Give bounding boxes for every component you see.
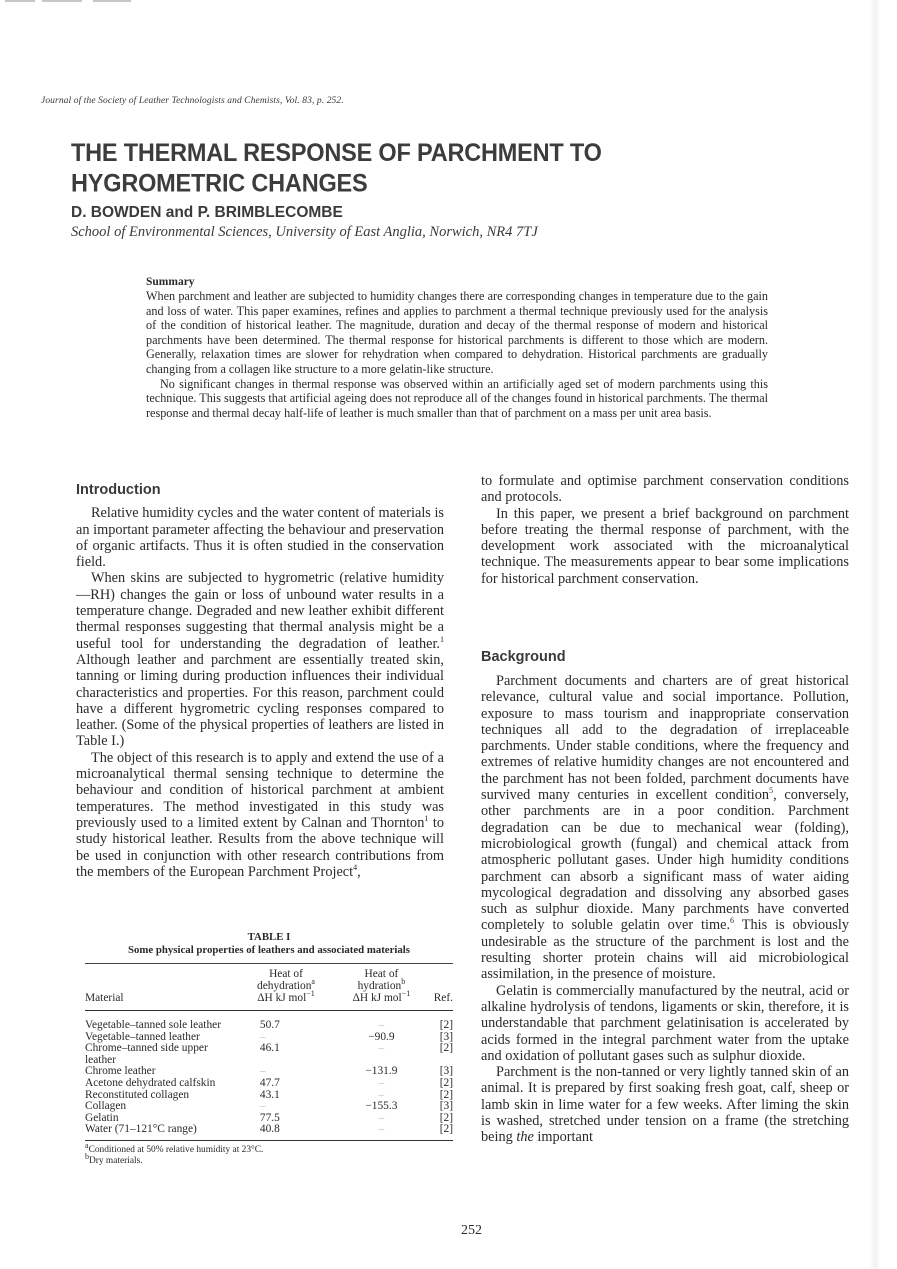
header-line: Heat of — [364, 968, 399, 980]
cell-ref: [2] — [439, 1042, 453, 1055]
table-row — [85, 1078, 453, 1090]
cell-hydration: −131.9 — [365, 1065, 398, 1078]
text-run: Parchment documents and charters are of great historical relevance, cultural value and social importance. Pollution, exposure to mass tourism and inappropriate conservation techniques all add to the degradation of irreplaceable parchments. Under stable conditions, where the frequency and extremes of relative humidity changes are not encountered and the parchment has not been folded, parchment documents have survived many centuries in excellent condition — [481, 673, 849, 804]
table-footnotes — [85, 1140, 453, 1167]
emphasis: the — [516, 1129, 534, 1146]
text-run: When skins are subjected to hygrometric (relative humidity—RH) changes the gain or loss of unbound water results in a temperature change. Degraded and new leather exhibit different thermal responses suggesting that thermal analysis might be a useful tool for understanding the degradation of leather. — [76, 570, 444, 652]
cell-material: Reconstituted collagen — [85, 1088, 190, 1101]
cell-material: Collagen — [85, 1100, 127, 1113]
footnote-text: Conditioned at 50% relative humidity at 23°C. — [88, 1144, 264, 1155]
introduction-heading: Introduction — [76, 482, 161, 498]
cell-dehydration: 50.7 — [259, 1019, 280, 1031]
cell-material: Gelatin — [85, 1111, 119, 1124]
citation-ref: 1 — [424, 814, 429, 824]
intro-paragraph — [76, 750, 444, 880]
background-heading: Background — [481, 649, 566, 665]
table-row — [85, 1090, 453, 1102]
footnote-mark: b — [401, 977, 406, 987]
cell-hydration: – — [378, 1076, 385, 1089]
summary-section — [146, 276, 768, 420]
cell-ref: [2] — [439, 1111, 453, 1124]
intro-paragraph: In this paper, we present a brief background on parchment before treating the thermal response of parchment, with the development work associated with the microanalytical technique. The measurements appear to bear some implications for historical parchment conservation. — [481, 505, 849, 587]
table-body — [85, 1011, 453, 1136]
cell-hydration: – — [378, 1123, 385, 1136]
table-row — [85, 1124, 453, 1136]
text-run: important — [533, 1129, 593, 1146]
cell-material: Water (71–121°C range) — [85, 1123, 197, 1136]
intro-paragraph — [76, 570, 444, 749]
cell-dehydration: – — [259, 1100, 266, 1113]
cell-material: Chrome leather — [85, 1065, 156, 1078]
cell-ref: [2] — [439, 1088, 453, 1101]
cell-ref: [2] — [439, 1123, 453, 1136]
table-row — [85, 1043, 453, 1066]
cell-dehydration: 77.5 — [259, 1111, 280, 1124]
background-section — [481, 673, 849, 1146]
cell-hydration: −90.9 — [368, 1030, 395, 1043]
summary-paragraph: When parchment and leather are subjected to humidity changes there are corresponding changes in temperature due to the gain and loss of water. This paper examines, refines and applies to parchment a thermal technique previously used for the analysis of the condition of historical leather. The magnitude, duration and decay of the thermal response of modern and historical parchments have been determined. The thermal response for historical parchments is different to those which are modern. Generally, relaxation times are slower for rehydration when compared to dehydration. Historical parchments are gradually changing from a collagen like structure to a more gelatin-like structure. — [146, 289, 768, 376]
journal-citation: Journal of the Society of Leather Technologists and Chemists, Vol. 83, p. 252. — [41, 96, 344, 106]
authors: D. BOWDEN and P. BRIMBLECOMBE — [71, 204, 343, 221]
table-row — [85, 1020, 453, 1032]
table-header-row — [85, 964, 453, 1010]
cell-ref: [2] — [439, 1019, 453, 1031]
cell-ref: [3] — [439, 1030, 453, 1043]
text-run: This is obviously undesirable as the structure of the parchment is lost and the resulting shorter protein chains will aid microbiological assimilation, in the presence of moisture. — [481, 917, 849, 983]
citation-ref: 6 — [730, 916, 735, 926]
text-run: The object of this research is to apply and extend the use of a microanalytical thermal sensing technique to determine the behaviour and condition of historical parchment at ambient temperatures. The method investigated in this study was previously used to a limited extent by Calnan and Thornton — [76, 749, 444, 831]
summary-paragraph: No significant changes in thermal response was observed within an artificially aged set of modern parchments using this technique. This suggests that artificial ageing does not reproduce all of the changes found in historical parchments. The thermal response and thermal decay half-life of leather is much smaller than that of parchment on a mass per unit area basis. — [146, 376, 768, 420]
cell-material: Vegetable–tanned leather — [85, 1030, 200, 1043]
table-caption: Some physical properties of leathers and associated materials — [128, 944, 410, 956]
header-line: ΔH kJ mol — [352, 992, 402, 1004]
properties-table — [85, 964, 453, 1136]
header-line: dehydration — [257, 980, 312, 992]
scan-artifact-marks — [0, 0, 140, 3]
footnote-a — [85, 1140, 453, 1156]
right-column-top — [481, 473, 849, 587]
header-line: ΔH kJ mol — [257, 992, 307, 1004]
background-paragraph — [481, 1064, 849, 1145]
affiliation: School of Environmental Sciences, University of East Anglia, Norwich, NR4 7TJ — [71, 224, 538, 240]
cell-hydration: – — [378, 1019, 385, 1031]
background-paragraph — [481, 673, 849, 983]
cell-dehydration: 40.8 — [259, 1123, 280, 1136]
cell-ref: [3] — [439, 1065, 453, 1078]
footnote-mark: a — [311, 977, 315, 987]
cell-material: Chrome–tanned side upper leather — [85, 1042, 208, 1066]
text-run: , — [357, 863, 361, 880]
unit-exponent: −1 — [401, 989, 411, 999]
citation-ref: 5 — [769, 786, 774, 796]
cell-material: Acetone dehydrated calfskin — [85, 1076, 216, 1089]
page-number: 252 — [461, 1223, 482, 1238]
page-edge-shadow — [869, 0, 879, 1269]
cell-ref: [2] — [439, 1076, 453, 1089]
text-run: Parchment is the non-tanned or very lightly tanned skin of an animal. It is prepared by first soaking fresh goat, calf, sheep or lamb skin in lime water for a few weeks. After liming the skin is washed, stretched under tension on a frame (the stretching being — [481, 1064, 849, 1146]
article-title: THE THERMAL RESPONSE OF PARCHMENT TO HYGROMETRIC CHANGES — [71, 139, 602, 197]
text-run: to study historical leather. Results from the above technique will be used in conjunction with other research contributions from the members of the European Parchment Project — [76, 814, 444, 880]
footnote-mark: b — [85, 1151, 89, 1161]
col-header-hydration — [340, 964, 423, 1010]
header-line: Heat of — [269, 968, 303, 980]
cell-dehydration: – — [259, 1065, 266, 1078]
intro-continued-paragraph: to formulate and optimise parchment conservation conditions and protocols. — [481, 473, 849, 506]
cell-hydration: – — [378, 1088, 385, 1101]
cell-dehydration: 46.1 — [259, 1042, 280, 1055]
cell-material: Vegetable–tanned sole leather — [85, 1019, 221, 1031]
cell-dehydration: 43.1 — [259, 1088, 280, 1101]
footnote-b — [85, 1151, 453, 1167]
table-bottom-rule — [85, 1140, 453, 1141]
footnote-mark: a — [85, 1140, 89, 1150]
summary-heading: Summary — [146, 276, 195, 288]
cell-hydration: −155.3 — [365, 1100, 398, 1113]
text-run: , conversely, other parchments are in a poor condition. Parchment degradation can be due to mechanical wear (folding), microbiological growth (fungal) and chemical attack from atmospheric pollutant gases. Under high humidity conditions parchment can absorb a significant mass of water aiding mycological degradation and dissolving any absorbed gases such as sulphur dioxide. Many parchments have converted completely to soluble gelatin over time. — [481, 787, 849, 934]
col-header-material: Material — [85, 992, 124, 1004]
cell-hydration: – — [378, 1111, 385, 1124]
cell-dehydration: 47.7 — [259, 1076, 280, 1089]
cell-ref: [3] — [439, 1100, 453, 1113]
col-header-dehydration — [232, 964, 340, 1010]
footnote-text: Dry materials. — [89, 1155, 143, 1166]
cell-dehydration: – — [259, 1030, 266, 1043]
text-run: Although leather and parchment are essentially treated skin, tanning or liming during production influences their individual characteristics and properties. For this reason, parchment could have a different hygrometric cycling responses compared to leather. (Some of the physical properties of leathers are listed in Table I.) — [76, 651, 444, 750]
intro-paragraph: Relative humidity cycles and the water content of materials is an important parameter affecting the behaviour and preservation of organic artifacts. Thus it is often studied in the conservation field. — [76, 505, 444, 571]
background-paragraph: Gelatin is commercially manufactured by the neutral, acid or alkaline hydrolysis of tendons, ligaments or skin, therefore, it is understandable that parchment gelatinisation is accelerated by acids formed in the integral parchment water from the uptake and oxidation of pollutant gases such as sulphur dioxide. — [481, 982, 849, 1064]
header-line: hydration — [357, 980, 402, 992]
left-column — [76, 482, 444, 880]
table-1 — [85, 931, 453, 1167]
table-row — [85, 1101, 453, 1113]
unit-exponent: −1 — [306, 989, 315, 999]
cell-hydration: – — [378, 1042, 385, 1055]
citation-ref: 4 — [353, 863, 358, 873]
col-header-ref: Ref. — [433, 992, 453, 1004]
citation-ref: 1 — [440, 634, 444, 644]
table-label: TABLE I — [247, 931, 291, 943]
